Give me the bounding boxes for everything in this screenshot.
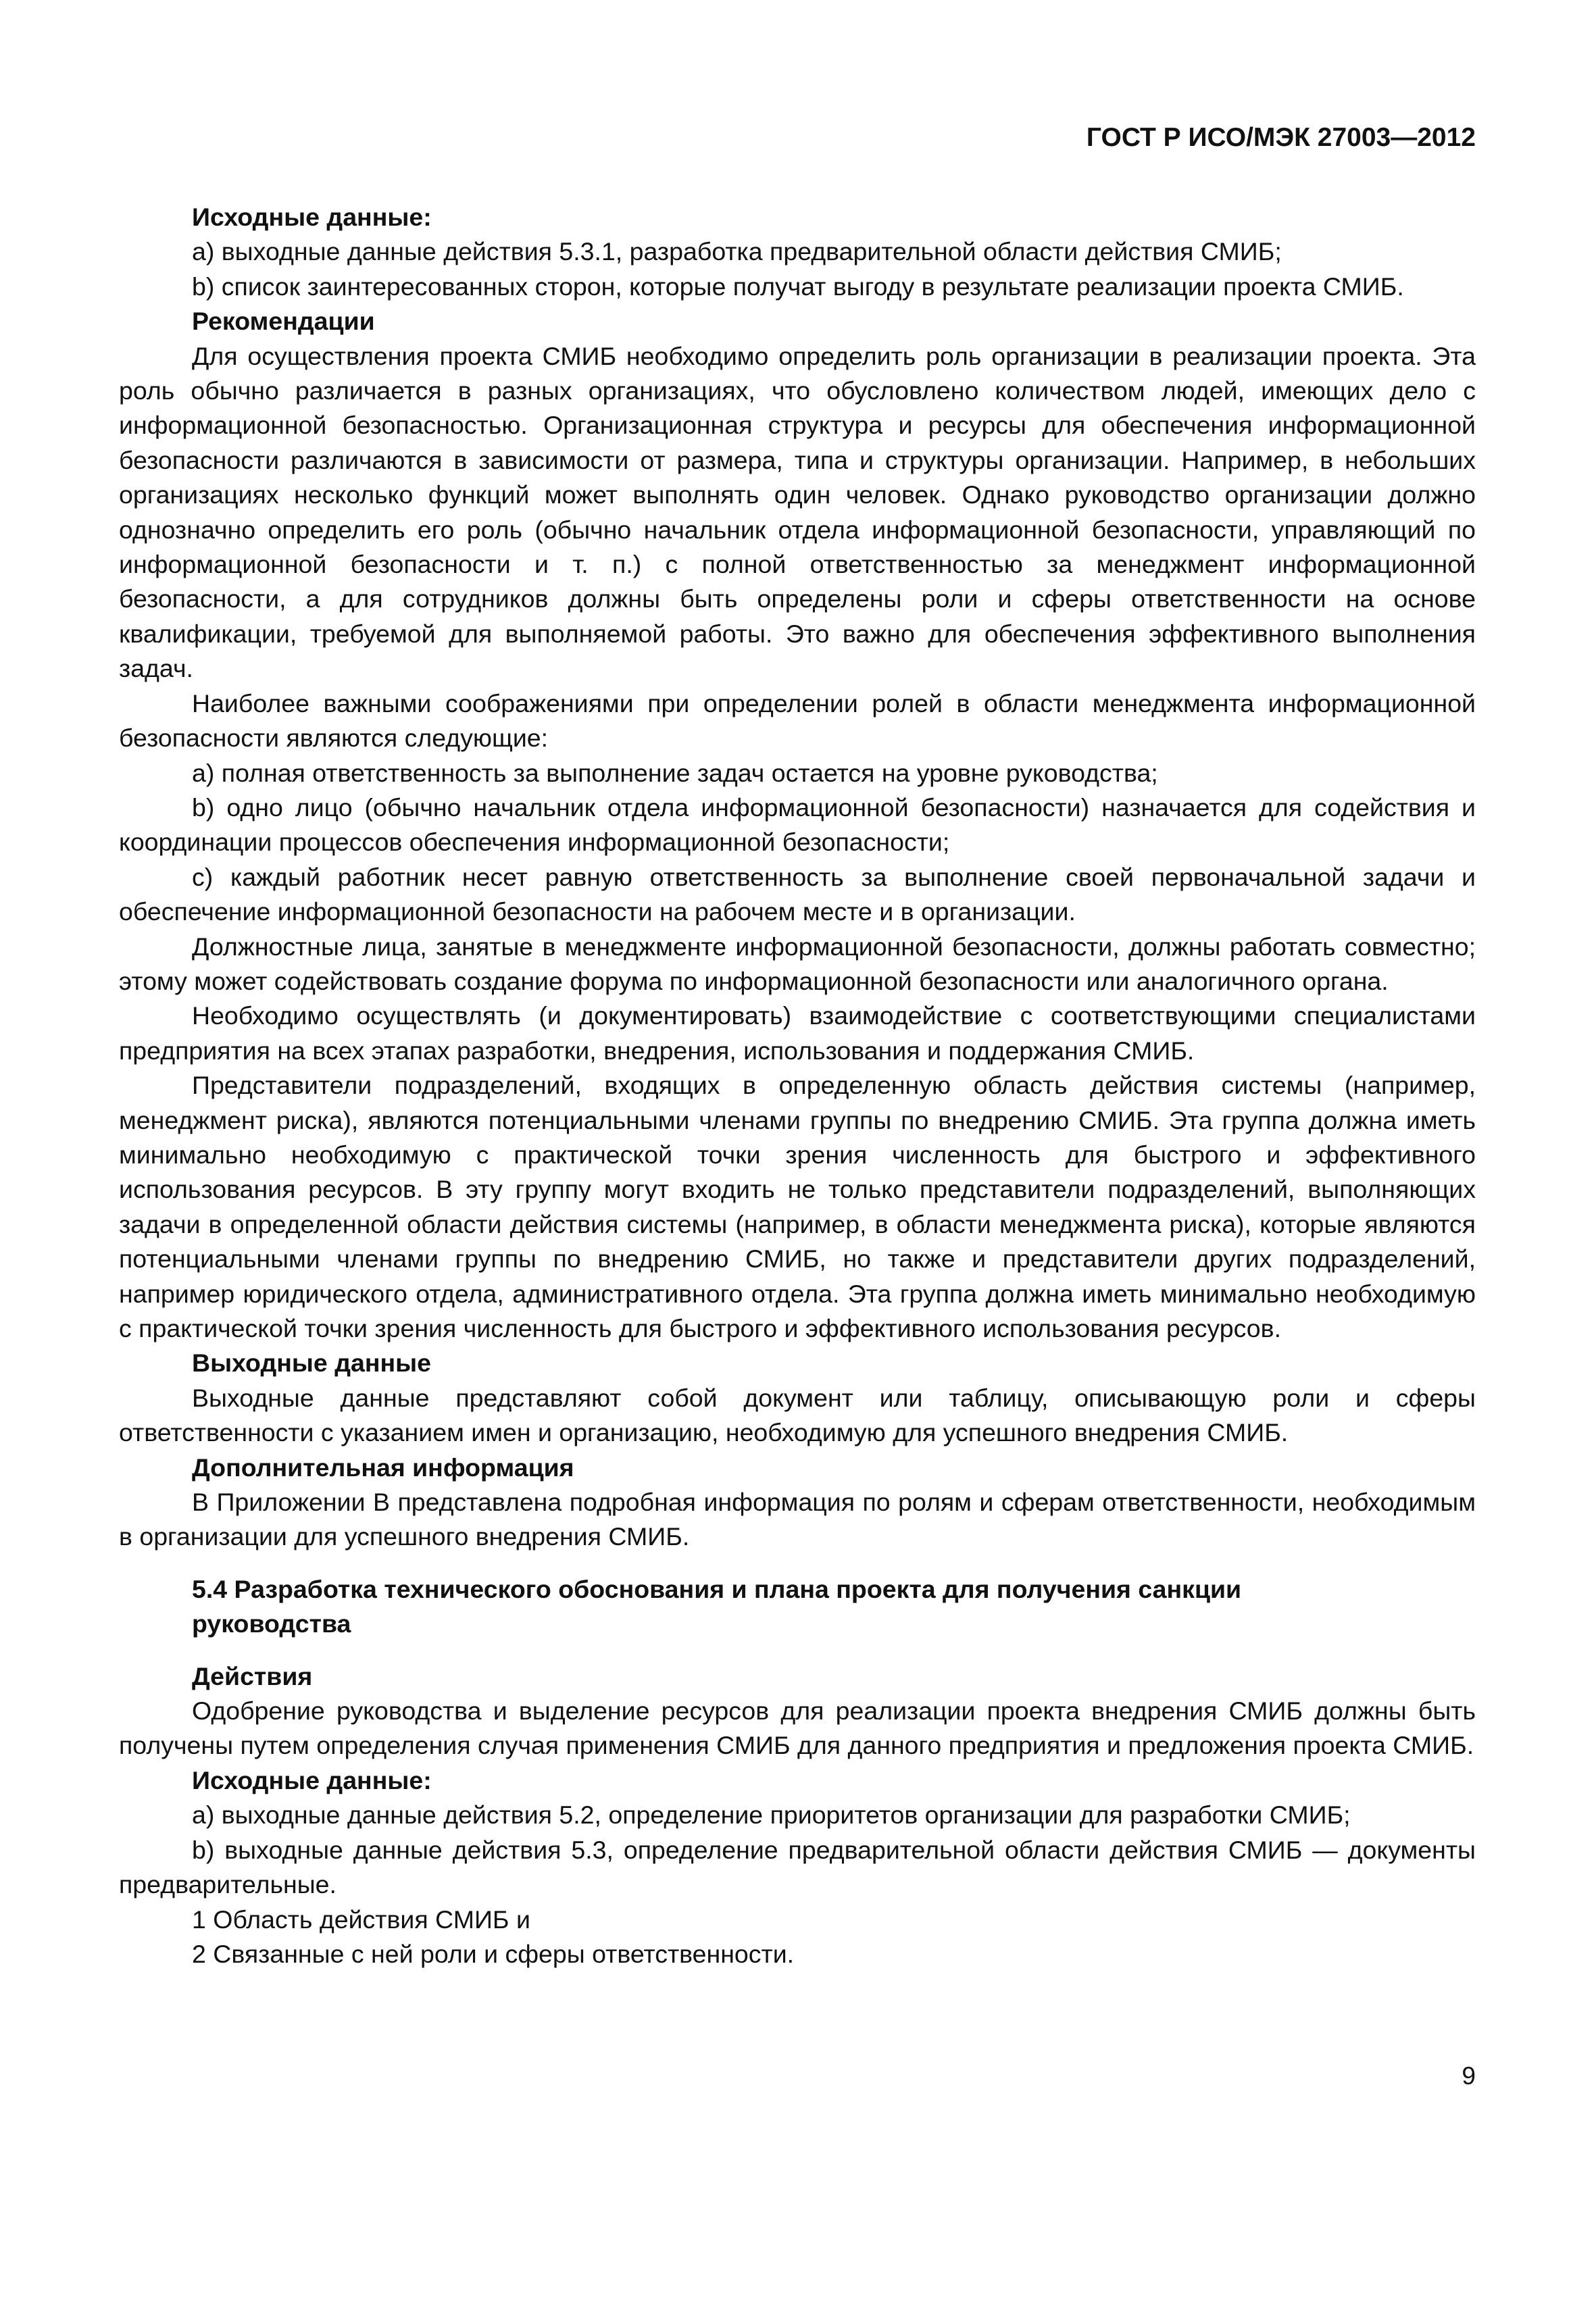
- paragraph: 1 Область действия СМИБ и: [192, 1905, 530, 1934]
- heading-input-data: Исходные данные:: [192, 1765, 432, 1794]
- paragraph: b) одно лицо (обычно начальник отдела информационной безопасности) назначается для содействия и координации процессов обеспечения информационной безопасности;: [119, 793, 1476, 857]
- document-body: [119, 200, 1476, 1971]
- paragraph: Одобрение руководства и выделение ресурсов для реализации проекта внедрения СМИБ должны быть получены путем определения случая применения СМИБ для данного предприятия и предложения проекта СМИБ.: [119, 1696, 1476, 1760]
- heading-recommendations: Рекомендации: [192, 307, 375, 336]
- paragraph: b) выходные данные действия 5.3, определение предварительной области действия СМИБ — документы предварительные.: [119, 1835, 1476, 1899]
- section-heading-5-4: 5.4 Разработка технического обоснования и плана проекта для получения санкции руководства: [192, 1574, 1242, 1638]
- paragraph: b) список заинтересованных сторон, которые получат выгоду в результате реализации проекта СМИБ.: [192, 272, 1404, 301]
- heading-input-data: Исходные данные:: [192, 203, 432, 231]
- heading-additional-info: Дополнительная информация: [192, 1453, 574, 1482]
- paragraph: а) выходные данные действия 5.3.1, разработка предварительной области действия СМИБ;: [192, 237, 1282, 266]
- paragraph: Должностные лица, занятые в менеджменте информационной безопасности, должны работать совместно; этому может содействовать создание форума по информационной безопасности или аналогичного органа.: [119, 932, 1476, 995]
- paragraph: а) выходные данные действия 5.2, определение приоритетов организации для разработки СМИБ;: [192, 1801, 1351, 1830]
- paragraph: Для осуществления проекта СМИБ необходимо определить роль организации в реализации проекта. Эта роль обычно различается в разных организациях, что обусловлено количеством людей, имеющих дело с информационной безопасностью. Организационная структура и ресурсы для обеспечения информационной безопасности различаются в зависимости от размера, типа и структуры организации. Например, в небольших организациях несколько функций может выполнять один человек. Однако руководство организации должно однозначно определить его роль (обычно начальник отдела информационной безопасности, управляющий по информационной безопасности и т. п.) с полной ответственностью за менеджмент информационной безопасности, а для сотрудников должны быть определены роли и сферы ответственности на основе квалификации, требуемой для выполняемой работы. Это важно для обеспечения эффективного выполнения задач.: [119, 341, 1476, 683]
- paragraph: Выходные данные представляют собой документ или таблицу, описывающую роли и сферы ответственности с указанием имен и организацию, необходимую для успешного внедрения СМИБ.: [119, 1383, 1476, 1447]
- standard-header: ГОСТ Р ИСО/МЭК 27003—2012: [1086, 123, 1476, 152]
- paragraph: В Приложении В представлена подробная информация по ролям и сферам ответственности, необходимым в организации для успешного внедрения СМИБ.: [119, 1488, 1476, 1551]
- paragraph: Наиболее важными соображениями при определении ролей в области менеджмента информационной безопасности являются следующие:: [119, 688, 1476, 753]
- paragraph: а) полная ответственность за выполнение задач остается на уровне руководства;: [192, 758, 1158, 787]
- heading-actions: Действия: [192, 1661, 313, 1690]
- paragraph: 2 Связанные с ней роли и сферы ответственности.: [192, 1939, 795, 1968]
- paragraph: Необходимо осуществлять (и документировать) взаимодействие с соответствующими специалистами предприятия на всех этапах разработки, внедрения, использования и поддержания СМИБ.: [119, 1001, 1476, 1065]
- paragraph: с) каждый работник несет равную ответственность за выполнение своей первоначальной задачи и обеспечение информационной безопасности на рабочем месте и в организации.: [119, 862, 1476, 926]
- page-number: 9: [1462, 2062, 1476, 2090]
- paragraph: Представители подразделений, входящих в определенную область действия системы (например, менеджмент риска), являются потенциальными членами группы по внедрению СМИБ. Эта группа должна иметь минимально необходимую с практической точки зрения численность для быстрого и эффективного использования ресурсов. В эту группу могут входить не только представители подразделений, выполняющих задачи в определенной области действия системы (например, в области менеджмента риска), которые являются потенциальными членами группы по внедрению СМИБ, но также и представители других подразделений, например юридического отдела, административного отдела. Эта группа должна иметь минимально необходимую с практической точки зрения численность для быстрого и эффективного использования ресурсов.: [119, 1071, 1476, 1342]
- heading-output-data: Выходные данные: [192, 1349, 432, 1378]
